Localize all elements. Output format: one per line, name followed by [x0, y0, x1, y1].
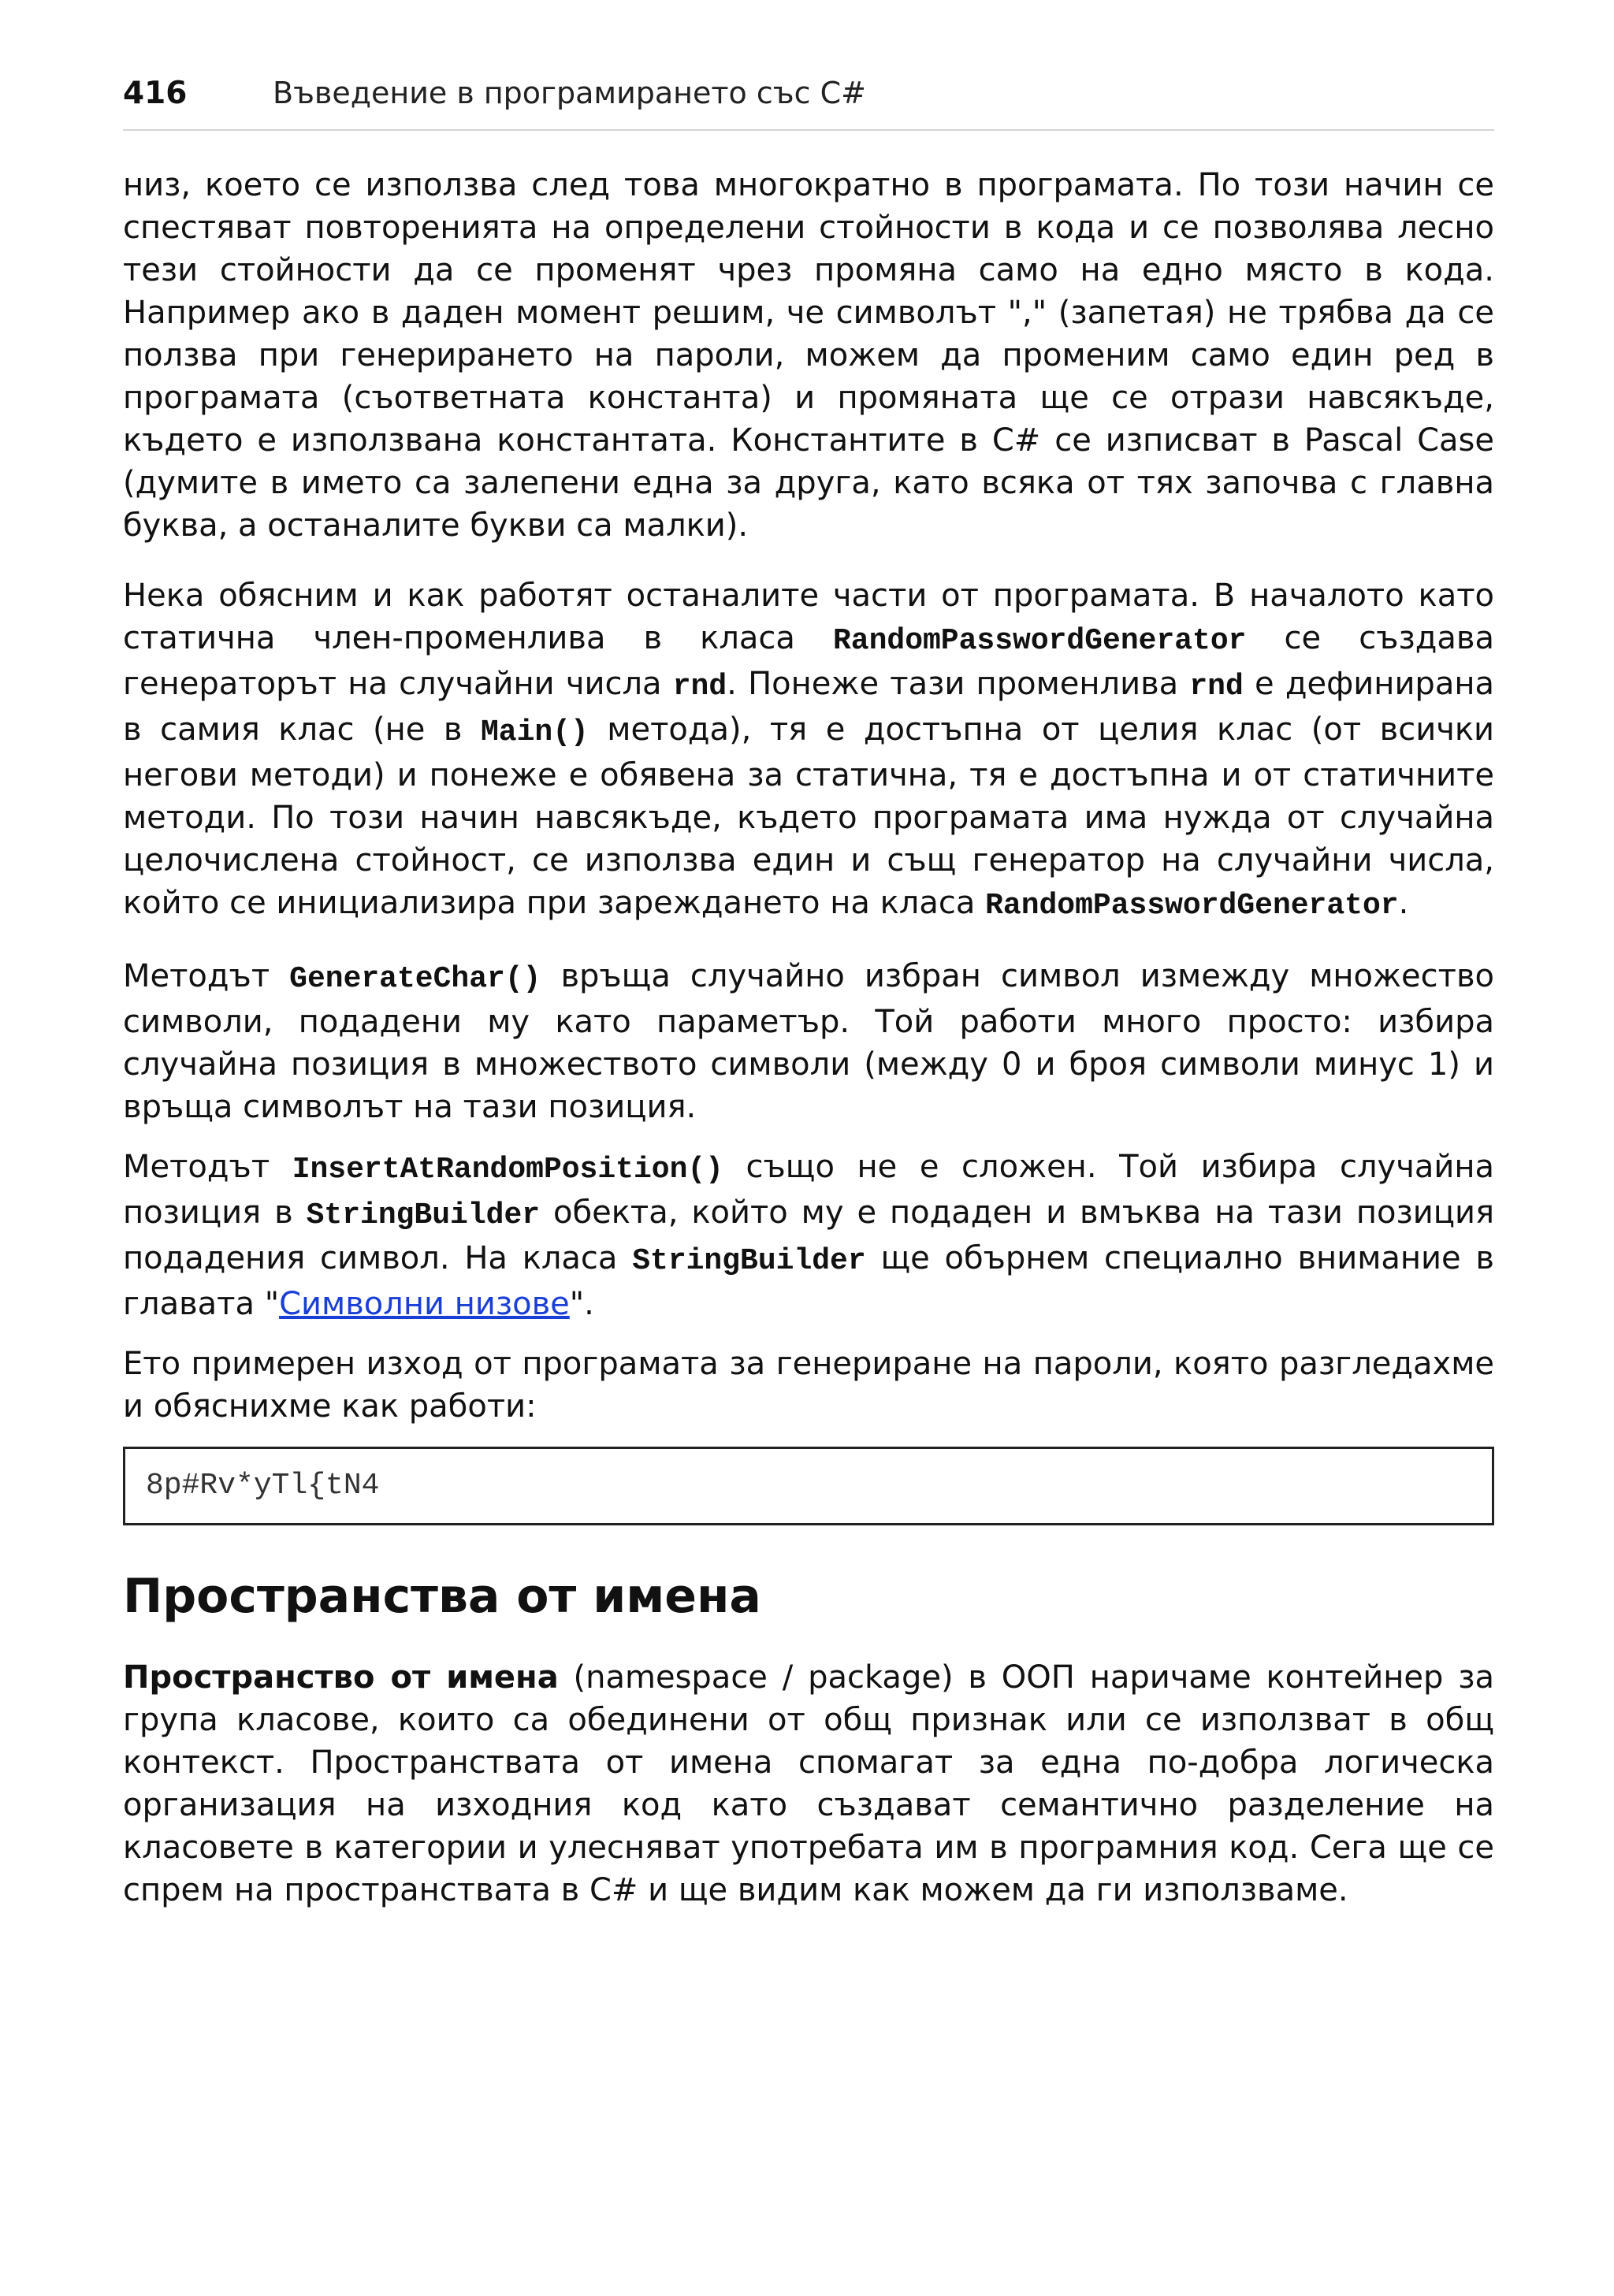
section-heading: Пространства от имена [123, 1569, 761, 1624]
text-fragment: . [1398, 885, 1409, 921]
text-fragment: ще обърнем специално внимание в главата " [123, 1240, 1495, 1322]
page-content [123, 164, 1494, 1911]
page-header [123, 76, 1494, 131]
paragraph-text: низ, което се използва след това многократно в програмата. По този начин се спестяват повторенията на определени стойности в кода и се позволява лесно тези стойности да се променят чрез промяна само на едно място в кода. Например ако в даден момент решим, че символът "," (запетая) не трябва да се ползва при генерирането на пароли, можем да променим само един ред в програмата (съответната константа) и промяната ще се отрази навсякъде, където е използвана константата. Константите в C# се изписват в Pascal Case (думите в името са залепени една за друга, като всяка от тях започва с главна буква, а останалите букви са малки). [123, 167, 1494, 544]
code-stringbuilder: StringBuilder [632, 1244, 866, 1278]
text-fragment: връща случайно избран символ измежду множество символи, подадени му като параметър. Той работи много просто: избира случайна позиция в множеството символи (между 0 и броя символи минус 1) и връща символът на тази позиция. [123, 958, 1495, 1125]
text-fragment: също не е сложен. Той избира случайна позиция в [123, 1149, 1495, 1231]
paragraph-constants [123, 164, 1494, 547]
code-rnd: rnd [1189, 670, 1244, 704]
paragraph-generate-char [123, 955, 1494, 1128]
code-main-method: Main() [480, 715, 589, 749]
page [123, 76, 1494, 1939]
text-fragment: . Понеже тази променлива [727, 666, 1190, 702]
running-title: Въведение в програмирането със C# [273, 76, 866, 110]
program-output-text: 8p#Rv*yTl{tN4 [146, 1469, 380, 1503]
code-generate-char: GenerateChar() [289, 962, 541, 996]
text-fragment: Методът [123, 958, 290, 994]
text-fragment: Методът [123, 1149, 292, 1185]
text-fragment: (namespace / package) в ООП наричаме контейнер за група класове, които са обединени от общ признак или се използват в общ контекст. Пространствата от имена спомагат за една по-добра логическа организация на изходния код като създават семантично разделение на класовете в категории и улесняват употребата им в програмния код. Сега ще се спрем на пространствата в C# и ще видим как можем да ги използваме. [123, 1659, 1494, 1908]
link-string-chapter[interactable]: Символни низове [279, 1286, 570, 1322]
text-fragment: ". [569, 1286, 594, 1322]
paragraph-text: Ето примерен изход от програмата за генериране на пароли, която разгледахме и обяснихме как работи: [123, 1346, 1494, 1425]
code-rnd: rnd [672, 670, 727, 704]
paragraph-sample-output [123, 1343, 1494, 1428]
code-class-name: RandomPasswordGenerator [985, 889, 1399, 923]
text-fragment: Нека обясним и как работят останалите части от програмата. В началото като статична член-променлива в класа [123, 578, 1494, 656]
text-fragment: се създава генераторът на случайни числа [123, 620, 1494, 702]
paragraph-rnd-generator [123, 574, 1494, 927]
paragraph-insert-at-random [123, 1146, 1494, 1325]
code-stringbuilder: StringBuilder [306, 1198, 541, 1232]
text-fragment: е дефинирана в самия клас (не в [123, 666, 1495, 748]
code-insert-at-random-position: InsertAtRandomPosition() [292, 1153, 723, 1187]
text-fragment: обекта, който му е подаден и вмъква на тази позиция подадения символ. На класа [123, 1194, 1494, 1276]
term-bold: Пространство от имена [123, 1659, 559, 1696]
program-output-box [123, 1447, 1494, 1525]
paragraph-namespaces [123, 1656, 1494, 1911]
code-class-name: RandomPasswordGenerator [832, 624, 1247, 658]
page-number: 416 [123, 76, 188, 111]
text-fragment: метода), тя е достъпна от целия клас (от всички негови методи) и понеже е обявена за статична, тя е достъпна и от статичните методи. По този начин навсякъде, където програмата има нужда от случайна целочислена стойност, се използва един и същ генератор на случайни числа, който се инициализира при зареждането на класа [123, 711, 1495, 921]
